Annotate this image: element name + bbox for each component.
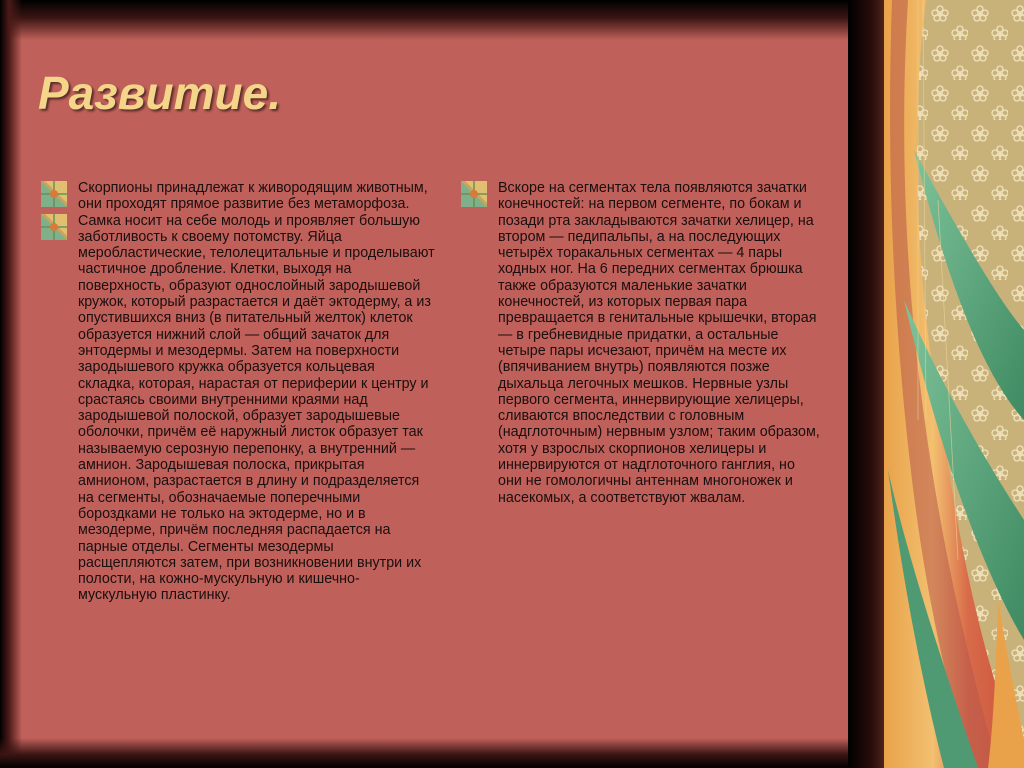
right-column bbox=[460, 180, 820, 506]
left-shadow bbox=[0, 0, 22, 768]
bullet-item bbox=[40, 180, 435, 213]
bullet-item bbox=[40, 213, 435, 604]
bullet-text: Вскоре на сегментах тела появляются зачатки конечностей: на первом сегменте, по бокам и позади рта закладываются зачатки хелицер, на втором — педипальпы, а на последующих четырёх торакальных сегментах — 4 пары ходных ног. На 6 передних сегментах брюшка также образуются маленькие зачатки конечностей, из которых первая пара превращается в генитальные крышечки, вторая — в гребневидные придатки, а остальные четыре пары исчезают, причём на месте их (впячиванием внутрь) появляются позже дыхальца легочных мешков. Нервные узлы первого сегмента, иннервирующие хелицеры, сливаются впоследствии с головным (надглоточным) нервным узлом; таким образом, хотя у взрослых скорпионов хелицеры и иннервируются от надглоточного ганглия, но они не гомологичны антеннам многоножек и насекомых, а соответствуют жвалам. bbox=[498, 180, 820, 506]
decorative-square-bullet-icon bbox=[40, 180, 70, 208]
bullet-item bbox=[460, 180, 820, 506]
bottom-shadow bbox=[0, 738, 880, 768]
bullet-text: Скорпионы принадлежат к живородящим животным, они проходят прямое развитие без метаморфоза. bbox=[78, 180, 428, 213]
top-shadow bbox=[0, 0, 880, 40]
bullet-text: Самка носит на себе молодь и проявляет большую заботливость к своему потомству. Яйца меробластические, телолецитальные и проделывают частичное дробление. Клетки, выходя на поверхность, образуют однослойный зародышевой кружок, который разрастается и даёт эктодерму, а из опустившихся вниз (в питательный желток) клеток образуется нижний слой — общий зачаток для энтодермы и мезодермы. Затем на поверхности зародышевого кружка образуется кольцевая складка, которая, нарастая от периферии к центру и срастаясь своими внутренними краями над зародышевой полоской, образует зародышевые оболочки, причём её наружный листок образует так называемую серозную перепонку, а внутренний — амнион. Зародышевая полоска, прикрытая амнионом, разрастается в длину и подразделяется на сегменты, обозначаемые поперечными бороздками не только на эктодерме, но и в мезодерме, причём последняя распадается на парные отделы. Сегменты мезодермы расщепляются затем, при возникновении внутри их полости, на кожно-мускульную и кишечно-мускульную пластинку. bbox=[78, 212, 435, 604]
floral-ribbon-decoration bbox=[848, 0, 1024, 768]
decorative-square-bullet-icon bbox=[40, 213, 70, 241]
decorative-square-bullet-icon bbox=[460, 180, 490, 208]
slide-title: Развитие. bbox=[38, 67, 281, 119]
left-column bbox=[40, 180, 435, 604]
